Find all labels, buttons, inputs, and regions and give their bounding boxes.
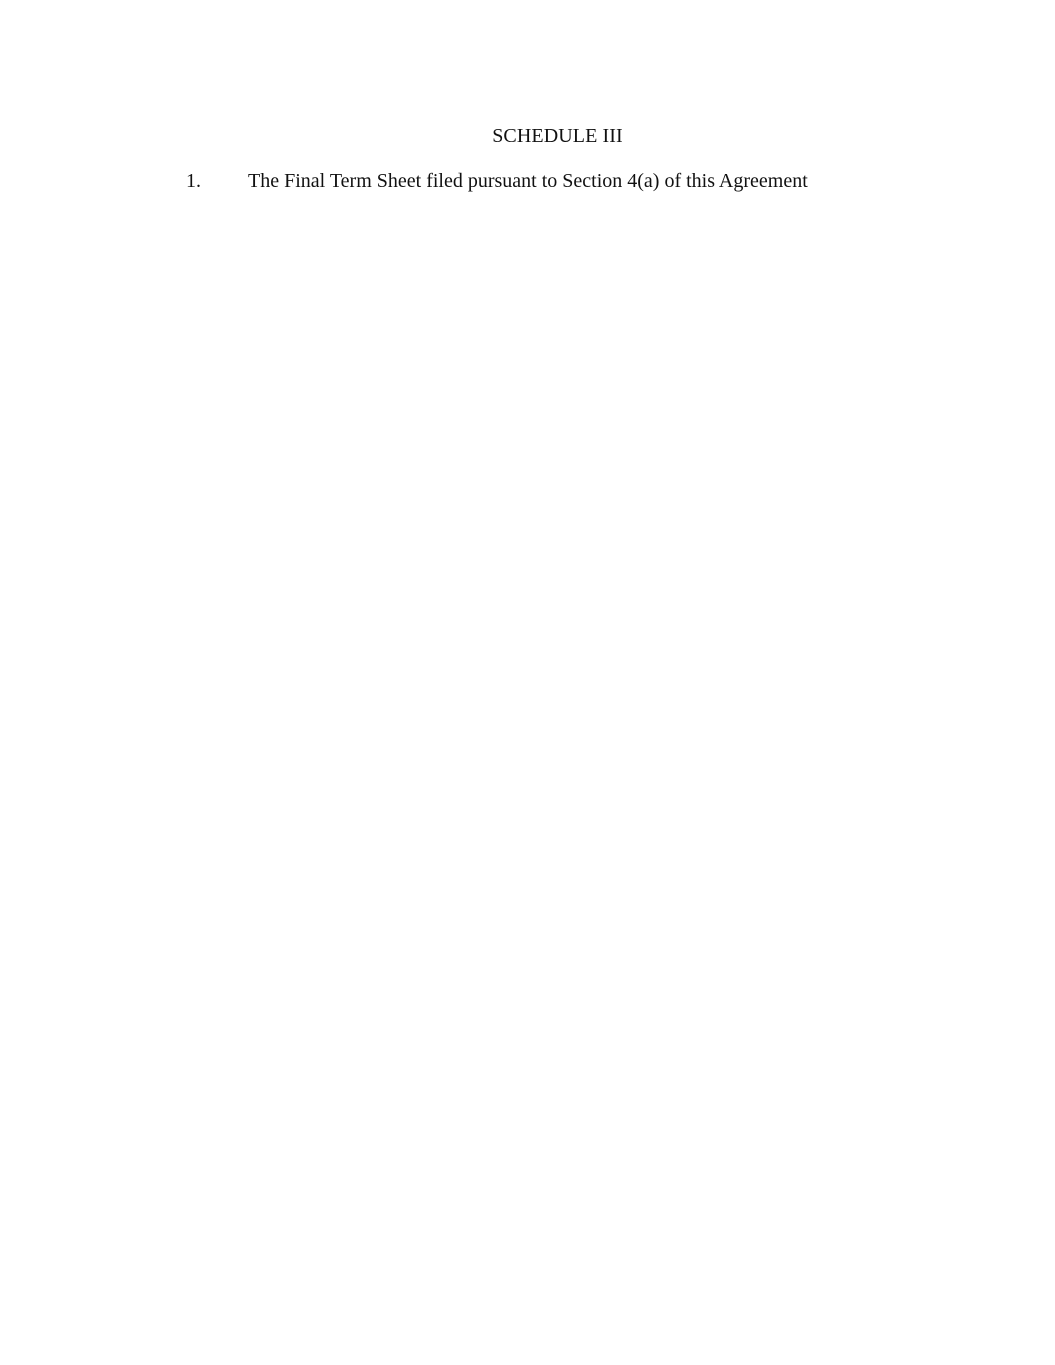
schedule-title: SCHEDULE III [492,125,623,147]
list-item-text: The Final Term Sheet filed pursuant to Section 4(a) of this Agreement [248,170,808,192]
list-item-number: 1. [186,170,201,192]
list-item [186,168,886,196]
